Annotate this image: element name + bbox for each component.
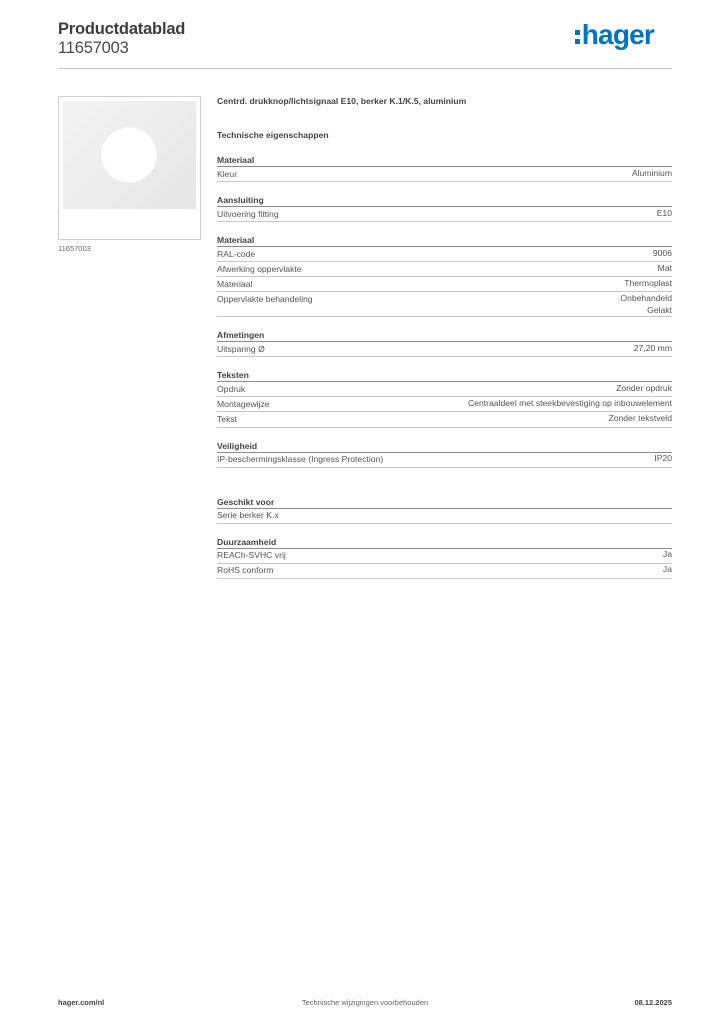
footer-disclaimer: Technische wijzigingen voorbehouden	[301, 998, 429, 1007]
property-value	[468, 398, 672, 412]
property-value-line: Aluminium	[631, 167, 672, 178]
property-row	[217, 277, 672, 292]
property-row	[217, 564, 672, 579]
property-label: Afwerking oppervlakte	[217, 263, 302, 274]
property-value	[616, 383, 672, 397]
property-value-line: Mat	[657, 262, 672, 273]
product-number: 11657003	[58, 39, 129, 57]
cover-plate-image	[63, 101, 196, 209]
plate-hole	[101, 127, 157, 183]
property-row	[217, 509, 672, 524]
property-group	[217, 536, 672, 579]
property-label: Uitvoering fitting	[217, 208, 279, 219]
property-value-line: E10	[656, 207, 672, 218]
property-row	[217, 453, 672, 468]
property-value-line: Ja	[662, 549, 672, 560]
page-footer	[58, 998, 672, 1010]
property-label: Tekst	[217, 413, 238, 424]
property-label: RoHS conform	[217, 565, 274, 576]
property-value	[663, 564, 672, 578]
property-row	[217, 262, 672, 277]
property-value-line: Zonder opdruk	[616, 382, 672, 393]
property-label: IP-beschermingsklasse (Ingress Protection)	[217, 454, 384, 465]
product-image	[58, 96, 201, 240]
footer-website: hager.com/nl	[58, 998, 105, 1007]
property-value-line: Thermoplast	[624, 277, 672, 288]
property-value-line: IP20	[654, 453, 672, 464]
property-value	[653, 248, 672, 262]
property-label: Serie berker K.x	[217, 510, 279, 521]
property-row	[217, 167, 672, 182]
group-title: Geschikt voor	[217, 496, 672, 509]
property-value	[608, 413, 672, 427]
property-row	[217, 412, 672, 427]
document-title: Productdatablad	[58, 20, 186, 38]
group-title: Materiaal	[217, 154, 672, 167]
property-row	[217, 549, 672, 564]
property-group	[217, 234, 672, 317]
property-value-line: 9006	[652, 247, 672, 258]
section-heading: Technische eigenschappen	[217, 130, 329, 140]
page-header	[58, 20, 672, 70]
property-value	[657, 208, 672, 222]
property-label: RAL-code	[217, 248, 256, 259]
group-title: Materiaal	[217, 234, 672, 247]
property-label: Montagewijze	[217, 398, 270, 409]
property-label: Uitsparing Ø	[217, 343, 265, 354]
product-details	[217, 94, 672, 579]
group-title: Afmetingen	[217, 329, 672, 342]
property-group	[217, 369, 672, 427]
group-title: Aansluiting	[217, 194, 672, 207]
property-label: Kleur	[217, 168, 238, 179]
property-label: Oppervlakte behandeling	[217, 293, 313, 304]
property-row	[217, 342, 672, 357]
logo-text: hager	[581, 19, 654, 50]
property-group	[217, 154, 672, 182]
property-value	[634, 343, 672, 357]
property-groups	[217, 154, 672, 579]
property-group	[217, 440, 672, 468]
property-value	[620, 293, 672, 316]
property-row	[217, 292, 672, 317]
property-value	[663, 549, 672, 563]
property-row	[217, 382, 672, 397]
header-divider	[58, 68, 672, 69]
property-value-line: Onbehandeld	[620, 292, 672, 303]
property-value	[632, 168, 672, 182]
group-title: Duurzaamheid	[217, 536, 672, 549]
property-value-line: 27,20 mm	[633, 342, 672, 353]
property-group	[217, 496, 672, 524]
property-value	[654, 453, 672, 467]
property-value	[658, 263, 672, 277]
property-label: Opdruk	[217, 383, 246, 394]
property-row	[217, 397, 672, 412]
property-value	[624, 278, 672, 292]
property-group	[217, 194, 672, 222]
group-title: Teksten	[217, 369, 672, 382]
logo-colon-icon	[575, 30, 580, 44]
property-row	[217, 247, 672, 262]
property-group	[217, 329, 672, 357]
property-label: REACh-SVHC vrij	[217, 550, 286, 561]
product-title: Centrd. drukknop/lichtsignaal E10, berker K.1/K.5, aluminium	[217, 96, 467, 106]
property-value-line: Gelakt	[647, 304, 672, 315]
property-value-line: Ja	[662, 564, 672, 575]
property-label: Materiaal	[217, 278, 253, 289]
property-value-line: Zonder tekstveld	[608, 412, 672, 423]
property-row	[217, 207, 672, 222]
property-value-line: Centraaldeel met steekbevestiging op inbouwelement	[468, 397, 672, 408]
group-title: Veiligheid	[217, 440, 672, 453]
image-caption: 11657003	[58, 244, 91, 253]
hager-logo	[575, 20, 654, 50]
footer-date: 08.12.2025	[634, 998, 672, 1007]
